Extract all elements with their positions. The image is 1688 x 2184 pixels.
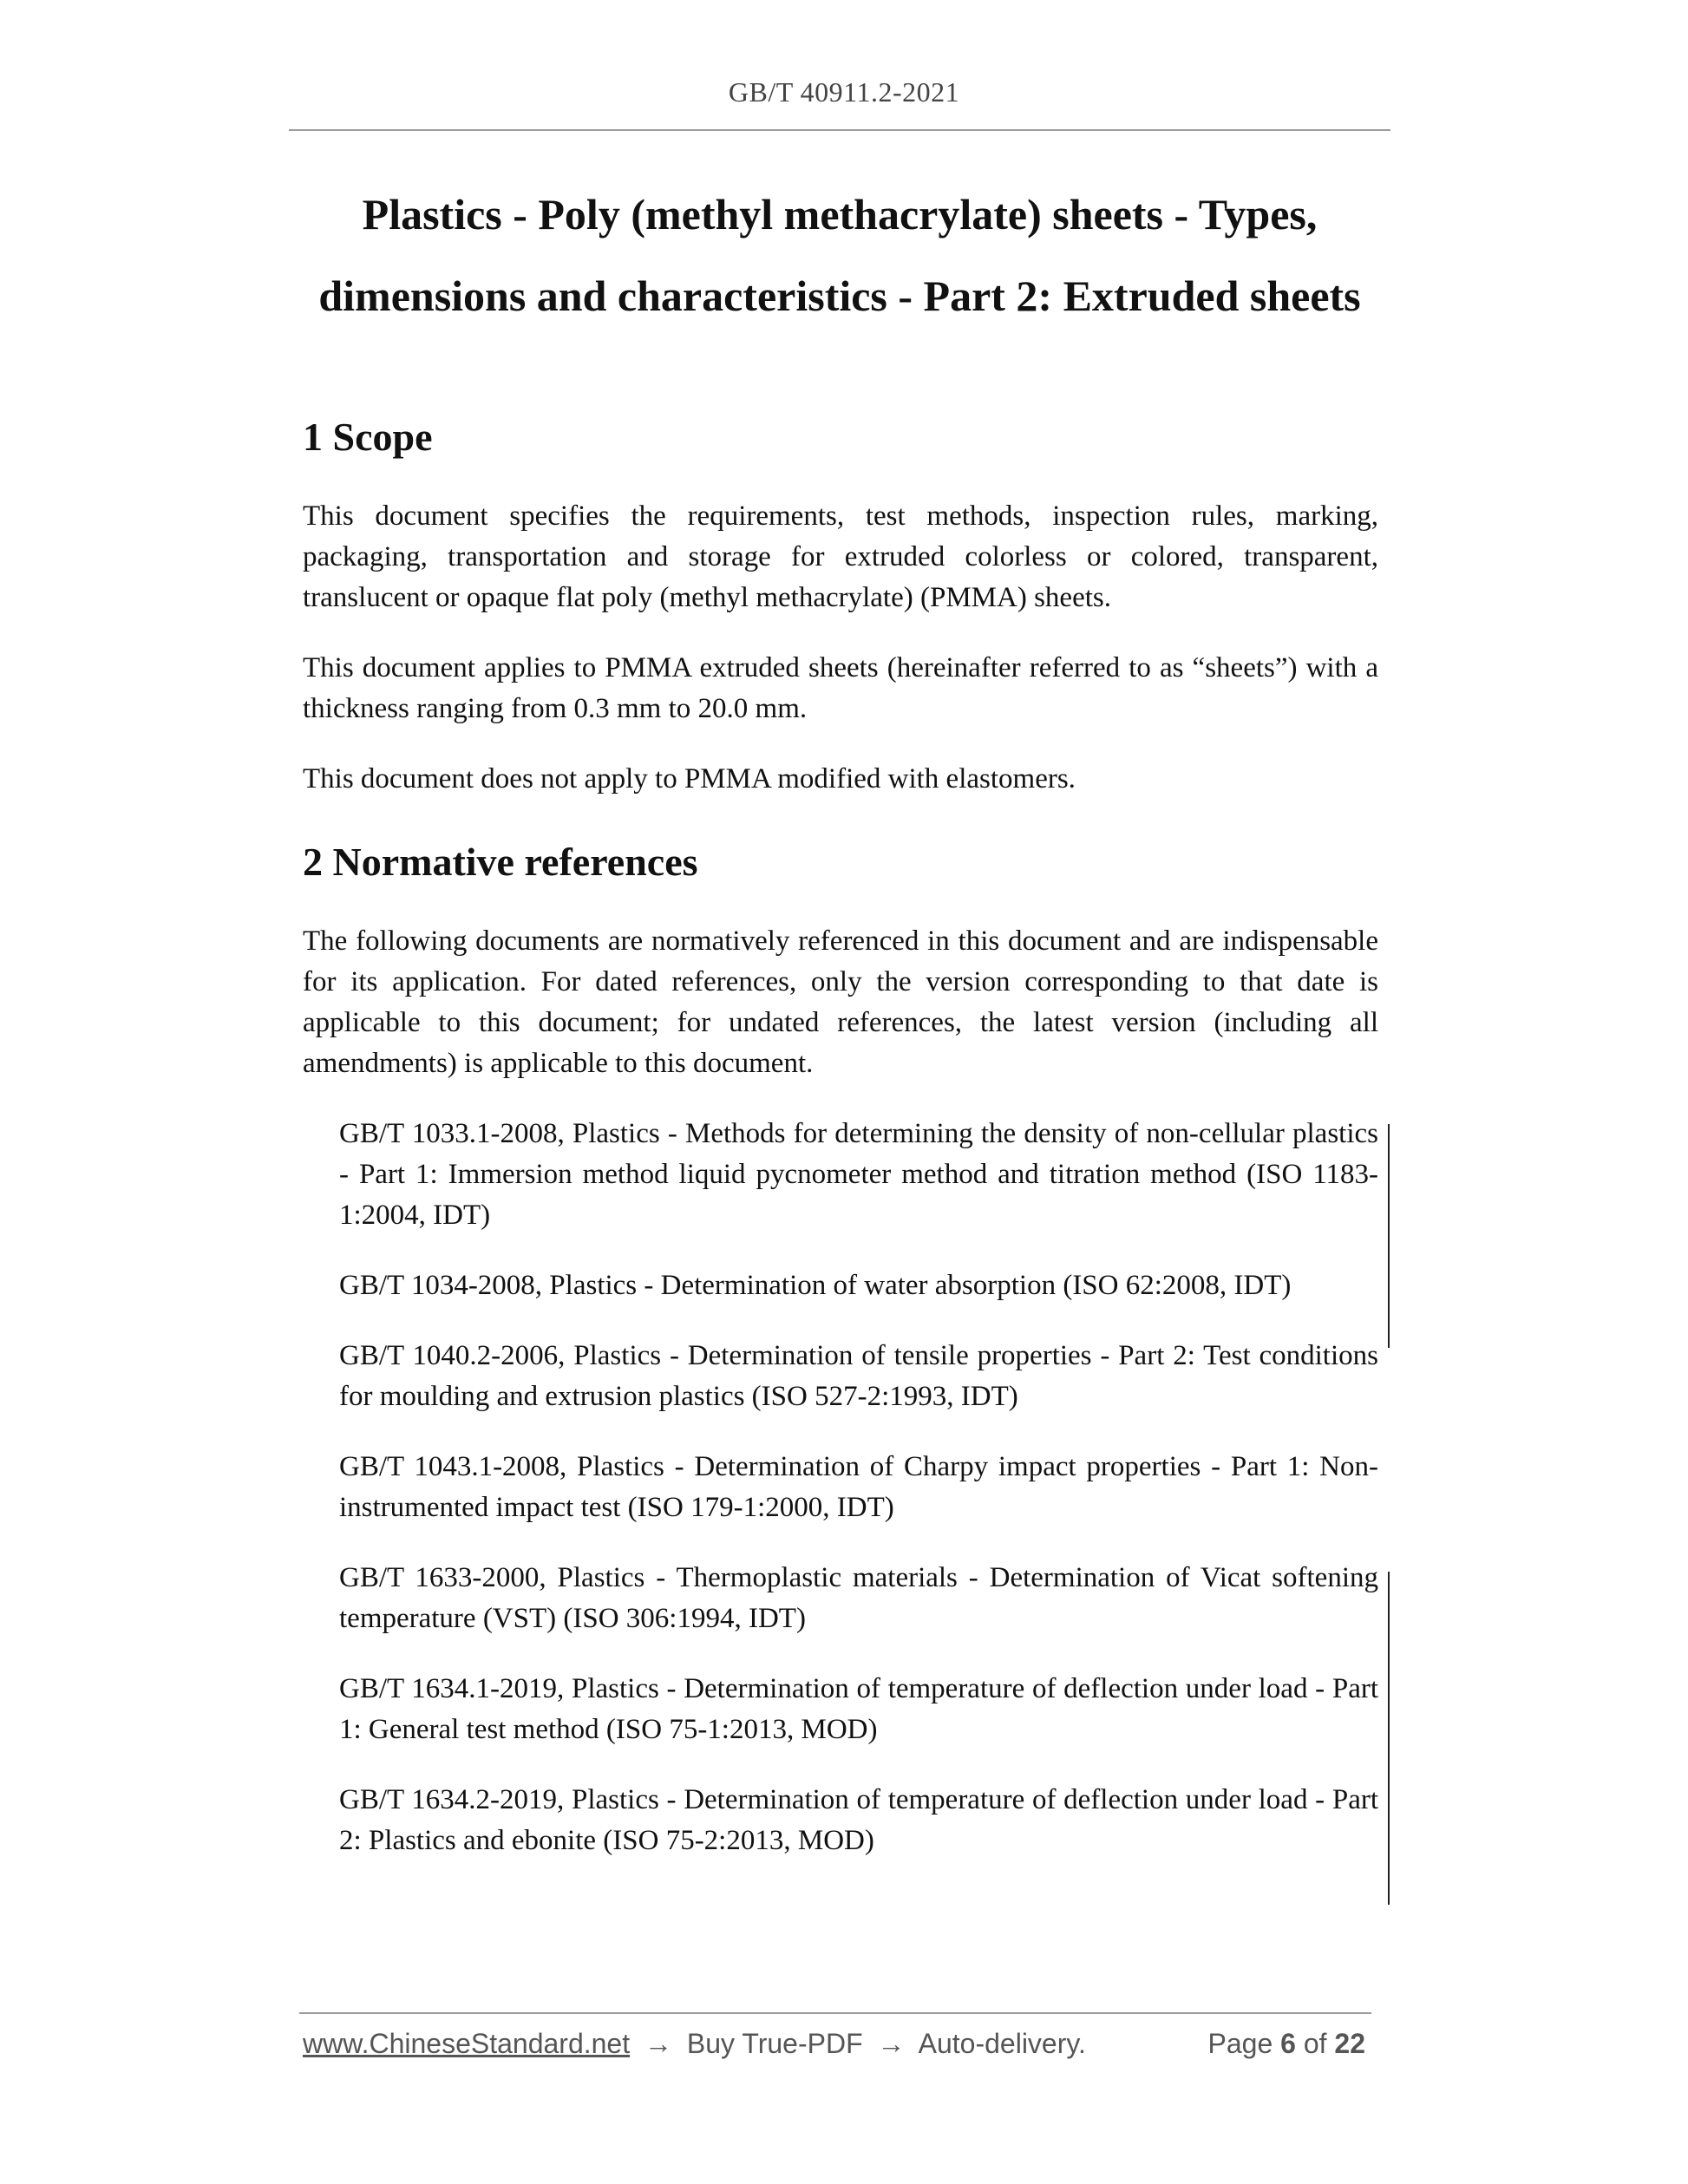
reference-item: GB/T 1634.1-2019, Plastics - Determination of temperature of deflection under load - Part 1: General test method (ISO 75-1:2013, MOD): [339, 1673, 1378, 1745]
title-line-1: Plastics - Poly (methyl methacrylate) sheets - Types,: [362, 190, 1318, 239]
site-link[interactable]: www.ChineseStandard.net: [303, 2028, 631, 2059]
buy-text: Buy True-PDF: [686, 2028, 863, 2059]
arrow-right-icon: →: [644, 2028, 672, 2059]
section-heading-normative: 2 Normative references: [303, 840, 698, 884]
reference-item: GB/T 1033.1-2008, Plastics - Methods for determining the density of non-cellular plastics - Part 1: Immersion method liquid pycnometer method and titration method (ISO 1183-1:2004, IDT): [339, 1118, 1378, 1231]
document-code-header: GB/T 40911.2-2021: [728, 76, 960, 108]
of-label: of: [1303, 2028, 1327, 2059]
reference-item: GB/T 1043.1-2008, Plastics - Determination of Charpy impact properties - Part 1: Non-instrumented impact test (ISO 179-1:2000, IDT): [339, 1451, 1378, 1523]
section-normative-references: [303, 838, 1378, 1861]
reference-item: GB/T 1633-2000, Plastics - Thermoplastic materials - Determination of Vicat softening temperature (VST) (ISO 306:1994, IDT): [339, 1562, 1378, 1634]
normative-intro: The following documents are normatively referenced in this document and are indispensable for its application. For dated references, only the version corresponding to that date is applicable to this document; for undated references, the latest version (including all amendments) is applicable to this document.: [303, 925, 1378, 1079]
document-body: [303, 413, 1378, 1891]
page-number: [1208, 2028, 1365, 2060]
reference-list: [303, 1114, 1378, 1861]
reference-item: GB/T 1034-2008, Plastics - Determination of water absorption (ISO 62:2008, IDT): [339, 1270, 1292, 1301]
reference-item: GB/T 1040.2-2006, Plastics - Determination of tensile properties - Part 2: Test conditions for moulding and extrusion plastics (ISO 527-2:1993, IDT): [339, 1340, 1378, 1412]
scope-paragraph: This document specifies the requirements, test methods, inspection rules, marking, packaging, transportation and storage for extruded colorless or colored, transparent, translucent or opaque flat poly (methyl methacrylate) (PMMA) sheets.: [303, 500, 1378, 613]
footer-divider: [299, 2012, 1371, 2014]
reference-item: GB/T 1634.2-2019, Plastics - Determination of temperature of deflection under load - Part 2: Plastics and ebonite (ISO 75-2:2013, MOD): [339, 1784, 1378, 1856]
scope-paragraph: This document applies to PMMA extruded sheets (hereinafter referred to as “sheets”) with a thickness ranging from 0.3 mm to 20.0 mm.: [303, 652, 1378, 724]
page-label: Page: [1207, 2028, 1273, 2059]
header-divider: [289, 129, 1390, 131]
arrow-right-icon: →: [877, 2028, 906, 2059]
page-footer: [303, 2028, 1365, 2060]
footer-promo: [303, 2028, 1086, 2060]
page-current: 6: [1280, 2028, 1296, 2059]
revision-bar: [1388, 1124, 1390, 1348]
scope-paragraph: This document does not apply to PMMA modified with elastomers.: [303, 763, 1076, 794]
section-scope: [303, 413, 1378, 800]
section-heading-scope: 1 Scope: [303, 415, 433, 459]
revision-bar: [1388, 1572, 1390, 1905]
page-total: 22: [1334, 2028, 1365, 2059]
title-line-2: dimensions and characteristics - Part 2: Extruded sheets: [318, 271, 1361, 320]
delivery-text: Auto-delivery.: [918, 2028, 1086, 2059]
document-title: [289, 173, 1390, 337]
